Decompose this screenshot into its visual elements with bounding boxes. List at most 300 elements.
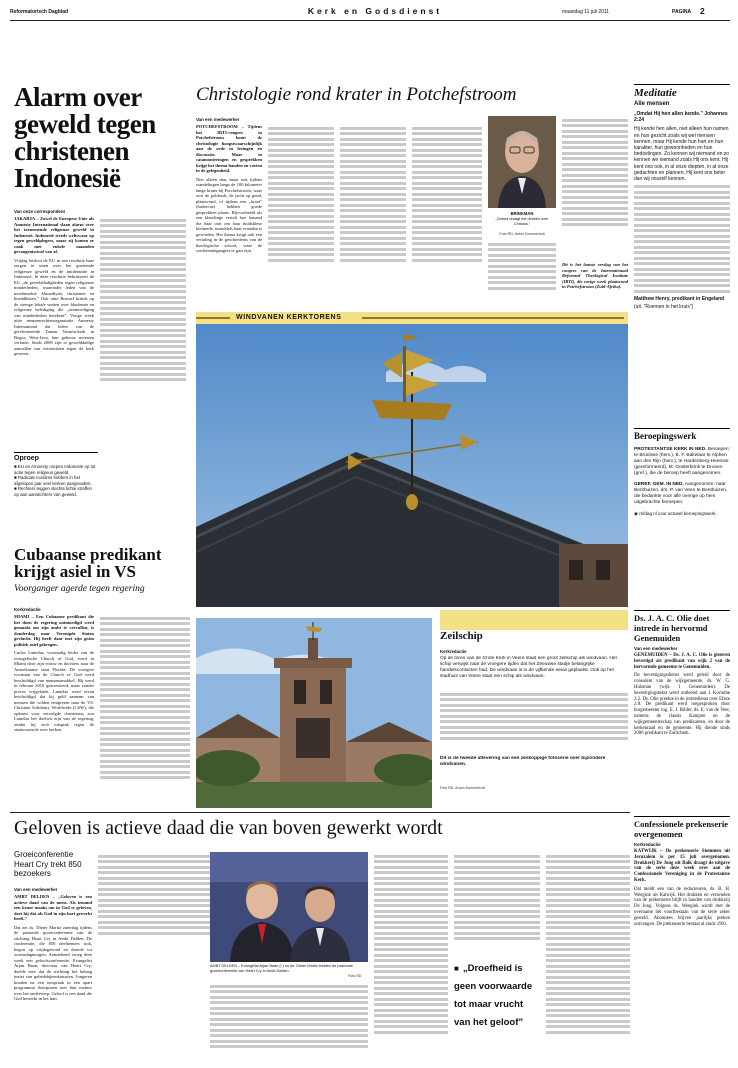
text-line	[412, 132, 482, 135]
text-line	[412, 187, 482, 190]
text-line	[268, 226, 334, 229]
text-line	[546, 1014, 630, 1017]
text-line	[268, 160, 334, 163]
text-line	[100, 241, 186, 244]
text-line	[268, 237, 334, 240]
cubaanse-subhead: Voorganger agerde tegen regering	[14, 584, 145, 594]
text-line	[454, 871, 540, 874]
christologie-col5	[488, 240, 556, 304]
text-line	[100, 683, 190, 686]
portrait-image	[488, 116, 556, 208]
text-line	[268, 248, 334, 251]
text-line	[634, 284, 730, 287]
cubaanse-body: Carlos Lamelas, voormalig leider van de evangelische Church of God, werd in Miami door zijn vrouw en dochters naar de Amerikaanse staat Florida. De vroegere voorman van de Church of God werd beschuldigd van mensensmokkel. Hij werd in februari 2010 gearresteerd, maar zonder proces vrijgelaten. Lamelas werd ervan beschuldigd dat hij geld aannam van mensen die wilden emigreren naar de VS. Christian Solidarity Worldwide (CSW), die opkomt voor vervolgde christenen, zou Lamelas het doelwit zijn van de regering, omdat hij zich uitsprak tegen de staatscontrole over kerken.	[14, 650, 94, 732]
text-line	[546, 871, 630, 874]
text-line	[546, 987, 630, 990]
text-line	[100, 246, 186, 249]
text-line	[454, 904, 540, 907]
bottom-section-rule	[10, 812, 630, 813]
text-line	[546, 954, 630, 957]
text-line	[100, 661, 190, 664]
text-line	[98, 904, 210, 907]
text-line	[210, 990, 368, 993]
text-line	[98, 877, 210, 880]
text-line	[268, 143, 334, 146]
cubaanse-lead: MIAMI – Een Cubaanse predikant die het doen de regering ontmoedigd werd gemaakt om zijn ambt te vervullen, is donderdag naar Verenigde Staten gevlucht. Hij heeft daar met zijn gezin politiek asiel gekregen.	[14, 614, 94, 647]
page-label: PAGINA	[672, 9, 692, 15]
text-line	[374, 1009, 448, 1012]
text-line	[100, 362, 186, 365]
beroepingswerk-panel	[634, 428, 730, 608]
text-line	[340, 253, 406, 256]
text-line	[374, 1014, 448, 1017]
text-line	[210, 985, 368, 988]
cubaanse-headline: Cubaanse predikant krijgt asiel in VS	[14, 546, 162, 580]
text-line	[100, 617, 190, 620]
text-line	[454, 915, 540, 918]
text-line	[374, 1031, 448, 1034]
text-line	[454, 932, 540, 935]
alarm-article-col2	[100, 216, 186, 436]
globe-icon: ◉	[634, 511, 640, 516]
church-image	[196, 618, 432, 808]
text-line	[546, 976, 630, 979]
text-line	[374, 915, 448, 918]
text-line	[268, 182, 334, 185]
beroepingswerk-title: Beroepingswerk	[634, 428, 730, 441]
text-line	[634, 273, 730, 276]
text-line	[100, 290, 186, 293]
geloven-col6	[546, 852, 630, 1060]
cubaanse-col1	[14, 614, 94, 802]
geloven-subtitle: Groeiconferentie Heart Cry trekt 850 bezoekers	[14, 850, 82, 878]
text-line	[210, 1040, 368, 1043]
text-line	[634, 229, 730, 232]
text-line	[340, 198, 406, 201]
bullet-icon: ■	[14, 486, 18, 492]
text-line	[100, 749, 190, 752]
geloven-headline: Geloven is actieve daad die van boven gewerkt wordt	[14, 817, 443, 839]
christologie-headline: Christologie rond krater in Potchefstroom	[196, 84, 517, 105]
text-line	[340, 127, 406, 130]
text-line	[210, 1034, 368, 1037]
text-line	[488, 270, 556, 273]
text-line	[488, 243, 556, 246]
geloven-body: Dat zei ds. Dieter Maritz zaterdag tijdens de pastorale groeiconferentie van de stichting Heart Cry in Ambt Delden. De conferentie, die 850 deelnemers trok, begon op vrijdagavond en duurde tot woensdagmorgen. Aanstekend vroeg deze week een geloofsconferentie. Evangelist Arjan Baan, directeur van Heart Cry, deelde mee dat de stichting het belang inziet van gebedsbijeenkomsten. Jongeren konden na een toespraak in een apart programma doorpraten met hun mentor over het onderwerp. Geloof is een daad die God bewerkt in het hart.	[14, 924, 92, 1001]
text-line	[412, 215, 482, 218]
text-line	[374, 987, 448, 990]
text-line	[268, 215, 334, 218]
text-line	[412, 127, 482, 130]
geloven-col4	[374, 852, 448, 1060]
text-line	[340, 231, 406, 234]
geloven-lead: AMBT DELDEN – „Geloven is een actieve daad van de mens. Als iemand een keuze maakt om in God te geloven, doet hij dat als God in zijn hart gewerkt heeft.”	[14, 894, 92, 921]
text-line	[562, 174, 628, 177]
christologie-col4	[412, 124, 482, 304]
geloven-col5	[454, 852, 540, 952]
text-line	[440, 698, 628, 701]
text-line	[412, 220, 482, 223]
text-line	[340, 220, 406, 223]
text-line	[546, 1025, 630, 1028]
beroep-group-text: Aangenomen: naar Benthuizen, drs. P. van Veen te Benthuizen, die bedankte voor alle overige op hem uitgebrachte beroepen.	[634, 482, 728, 505]
text-line	[634, 191, 730, 194]
text-line	[546, 899, 630, 902]
masthead-rule	[10, 20, 730, 21]
oproep-title: Oproep	[14, 452, 98, 462]
text-line	[440, 720, 628, 723]
quote-bullet-icon: ■	[454, 964, 459, 973]
beroep-group-name: PROTESTANTSE KERK IN NED.	[634, 447, 707, 452]
brinkman-photo	[488, 116, 556, 208]
text-line	[100, 633, 190, 636]
text-line	[100, 378, 186, 381]
zeilschip-byline: Kerkredactie	[440, 649, 467, 654]
text-line	[100, 771, 190, 774]
ship-vane-strip	[440, 610, 628, 630]
text-line	[340, 149, 406, 152]
olie-headline: Ds. J. A. C. Olie doet intrede in hervormd Genemuiden	[634, 610, 730, 643]
christologie-col3	[340, 124, 406, 304]
text-line	[340, 165, 406, 168]
text-line	[374, 860, 448, 863]
text-line	[546, 970, 630, 973]
ship-vane-photo	[440, 610, 628, 630]
text-line	[454, 910, 540, 913]
text-line	[100, 285, 186, 288]
text-line	[374, 992, 448, 995]
text-line	[374, 943, 448, 946]
text-line	[100, 765, 190, 768]
text-line	[100, 373, 186, 376]
paper-name: Reformatorisch Dagblad	[10, 9, 69, 15]
zeilschip-note: Dit is de tweede aflevering van een zeskoppige fotoserie over bijzondere windvanen.	[440, 756, 606, 767]
text-line	[440, 726, 628, 729]
text-line	[546, 937, 630, 940]
confessionele-article	[634, 816, 730, 1062]
text-line	[268, 253, 334, 256]
text-line	[412, 154, 482, 157]
text-line	[562, 212, 628, 215]
text-line	[98, 921, 210, 924]
text-line	[100, 296, 186, 299]
banner-stripe	[362, 317, 624, 319]
text-line	[268, 127, 334, 130]
text-line	[268, 193, 334, 196]
text-line	[210, 1045, 368, 1048]
text-line	[412, 176, 482, 179]
text-line	[374, 932, 448, 935]
text-line	[210, 1029, 368, 1032]
text-line	[100, 760, 190, 763]
cubaanse-col2	[100, 614, 190, 802]
text-line	[100, 268, 186, 271]
zeilschip-title: Zeilschip	[440, 630, 483, 642]
text-line	[100, 732, 190, 735]
section-title: Kerk en Godsdienst	[307, 6, 443, 16]
text-line	[562, 119, 628, 122]
text-line	[100, 721, 190, 724]
text-line	[634, 279, 730, 282]
text-line	[374, 1003, 448, 1006]
text-line	[546, 943, 630, 946]
text-line	[546, 910, 630, 913]
text-line	[412, 143, 482, 146]
text-line	[100, 694, 190, 697]
alarm-lead: JAKARTA – Zowel de Europese Unie als Amnesty International slaan alarm over het toenemende religieuze geweld in Indonesië. Indonesië treedt weliswaar op tegen geweldplegers, maar zij komen er vaak met enkele maanden gevangenisstraf van af.	[14, 216, 94, 254]
brinkman-name: BRINKMAN	[510, 211, 534, 216]
text-line	[340, 143, 406, 146]
text-line	[412, 259, 482, 262]
text-line	[98, 860, 210, 863]
windvanen-banner	[196, 312, 628, 324]
text-line	[100, 252, 186, 255]
cubaanse-byline: Kerkredactie	[14, 607, 41, 612]
text-line	[268, 242, 334, 245]
text-line	[634, 224, 730, 227]
text-line	[488, 287, 556, 290]
text-line	[374, 855, 448, 858]
meditatie-author: Matthew Henry, predikant in Engeland	[634, 295, 725, 302]
text-line	[412, 253, 482, 256]
text-line	[454, 937, 540, 940]
text-line	[634, 290, 730, 293]
text-line	[412, 231, 482, 234]
meditatie-subtitle: Alle mensen	[634, 101, 670, 107]
text-line	[412, 248, 482, 251]
text-line	[340, 209, 406, 212]
beroep-group-text: Beroepen: te Brunisse (herv.), B. F. Bakelaar te Alphen aan den Rijn (herv.); te Hardenberg-Heemse (gereformeerd), M. Oosterbrink te Drunen (gref.), die de beroep heeft aangenomen.	[634, 447, 730, 476]
text-line	[98, 910, 210, 913]
text-line	[454, 893, 540, 896]
bullet-icon: ■	[14, 464, 18, 469]
text-line	[412, 160, 482, 163]
text-line	[562, 190, 628, 193]
text-line	[100, 743, 190, 746]
meditatie-verse: „Omdat Hij hen allen kende.” Johannes 2:24	[634, 111, 728, 124]
brinkman-caption: „Gebed draagt het denken over Christus.”	[495, 217, 549, 226]
page-number: 2	[700, 6, 705, 16]
text-line	[100, 312, 186, 315]
text-line	[100, 307, 186, 310]
christologie-body: Niet alleen dan, maar ook tijdens wandelingen langs de 100 kilometer lange krater bij Potchefstroom, waar ooit de goldrush, de jacht op goud, plaatsvond, of tijdens een „braai” (barbecue) hebben goede gesprekken plaats. Bijvoorbeeld als een kleurlinge vertelt hoe lemand die haar ooit om haar huidskleur kleinerde, inmiddels haar vriendin is geworden. Het thema krijgt ook een vertaling in de geschiedenis van de theologische school, waar de conferentiegangers te gast zijn.	[196, 176, 262, 253]
text-line	[374, 970, 448, 973]
text-line	[100, 219, 186, 222]
text-line	[374, 888, 448, 891]
text-line	[374, 948, 448, 951]
text-line	[210, 1012, 368, 1015]
text-line	[374, 877, 448, 880]
christologie-byline: Van een medewerker	[196, 117, 240, 122]
text-line	[100, 230, 186, 233]
text-line	[546, 998, 630, 1001]
christologie-note: Dit is het laatste verslag van het congres van de Internationaal Reformed Theological Institute (IRTI), die vorige week plaatsvond in Potchefstroom (Zuid-Afrika).	[562, 262, 628, 289]
text-line	[268, 154, 334, 157]
heartcry-credit: Foto RD	[348, 974, 362, 978]
olie-lead: GENEMUIDEN – Ds. J. A. C. Olie is gisteren bevestigd als predikant van wijk 2 van de hervormde gemeente te Genemuiden.	[634, 653, 730, 670]
text-line	[100, 628, 190, 631]
alarm-byline: Van onze correspondent	[14, 209, 65, 214]
text-line	[412, 138, 482, 141]
masthead	[10, 6, 730, 18]
text-line	[562, 135, 628, 138]
text-line	[98, 926, 210, 929]
confessionele-byline: Kerkredactie	[634, 842, 661, 847]
text-line	[488, 276, 556, 279]
text-line	[268, 165, 334, 168]
text-line	[98, 866, 210, 869]
text-line	[100, 367, 186, 370]
text-line	[340, 187, 406, 190]
text-line	[340, 132, 406, 135]
text-line	[100, 235, 186, 238]
beroep-group-name: GEREF. GEM. IN NED.	[634, 482, 684, 487]
text-line	[488, 265, 556, 268]
text-line	[454, 921, 540, 924]
text-line	[340, 242, 406, 245]
text-line	[412, 171, 482, 174]
windvaan-image	[196, 312, 628, 607]
text-line	[100, 688, 190, 691]
text-line	[268, 187, 334, 190]
heartcry-photo	[210, 852, 368, 962]
text-line	[562, 168, 628, 171]
banner-stripe	[196, 317, 230, 319]
text-line	[210, 1001, 368, 1004]
oproep-box	[14, 452, 98, 528]
zeilschip-body: Op de toren van de Grote Kerk in Veere staat een groot zeilschip als windvaan. Het schip verwijst naar de vroegere tijden dat het Zeeuwse stadje belangrijke handelscontacten had. De windvaan is in de vijftiende eeuw geplaatst. Ook op het stadhuis van Veere staat een schip als windvaan.	[440, 656, 617, 679]
text-line	[100, 224, 186, 227]
christologie-col2	[268, 124, 334, 304]
text-line	[98, 888, 210, 891]
zeilschip-credit: Foto RD, Anton Dommerholt	[440, 786, 486, 790]
text-line	[374, 937, 448, 940]
text-line	[268, 198, 334, 201]
text-line	[374, 910, 448, 913]
text-line	[100, 318, 186, 321]
meditatie-panel	[634, 84, 730, 384]
text-line	[100, 334, 186, 337]
text-line	[100, 257, 186, 260]
text-line	[546, 932, 630, 935]
text-line	[412, 198, 482, 201]
text-line	[268, 176, 334, 179]
text-line	[100, 655, 190, 658]
text-line	[374, 998, 448, 1001]
text-line	[562, 152, 628, 155]
text-line	[100, 301, 186, 304]
text-line	[562, 196, 628, 199]
text-line	[340, 259, 406, 262]
text-line	[454, 860, 540, 863]
text-line	[374, 1025, 448, 1028]
text-line	[440, 693, 628, 696]
text-line	[412, 204, 482, 207]
text-line	[546, 893, 630, 896]
text-line	[634, 262, 730, 265]
text-line	[374, 954, 448, 957]
text-line	[562, 124, 628, 127]
text-line	[634, 251, 730, 254]
text-line	[562, 157, 628, 160]
text-line	[562, 130, 628, 133]
text-line	[562, 218, 628, 221]
text-line	[546, 882, 630, 885]
christologie-lead: POTCHEFSTROOM – Tijdens het IRTI-congres in Potchefstroom komt de christologie hoogstwaarschijnlijk aan de orde in lezingen en discussies. Maar in catamonteringen en gesprekken krijgt het thema handen en voeten in de gelegenheid.	[196, 124, 262, 173]
text-line	[546, 926, 630, 929]
alarm-body: Vrijdag besloot de EU in een resolutie haar zorgen te uiten over het groeiende religieuze geweld en de intolerantie in Indonesië. In deze resolutie bekritiseert de EU „de gewelddadigheden tegen religieuze minderheden, waaronder leden van de moslimsekte Ahmadiyah, christenen en boeddhisten.” Ook uitte Brussel kritiek op de strenge lokale wetten over blasfemie en religieuze belediging die „ontmoediging van minderheden betekent”. Vorige week uitte mensenrechtenorganisatie Amnesty International dat leden van de gereformeerde Taman Yasmin-kerk in Bogor, West-Java, hun gebouw moesten verlaten. Sinds 2008 zijn er gewelddadige aanvallen van extremisten tegen de kerk geweest.	[14, 257, 94, 356]
olie-body: De bevestigingsdienst werd geleid door de consulent van de wijkgemeente, ds. W. G. Hulsman (wijk 1 Genemuiden). De bevestigingstekst werd ontleend aan 1 Korinthe 2:2. Ds. Olie preekte in de intreedienst over Efeze 2:8. De predikant werd toegesproken door burgemeester ing. E. J. Bilder, ds. E. van de Veer, namens de classis Kampen en de wijkgemeenteschap van predikanten, en door de kerkenraad en de gemeente. Hij diende sinds 2006 predikant te Zuilichem.	[634, 673, 730, 737]
text-line	[634, 207, 730, 210]
text-line	[100, 677, 190, 680]
text-line	[440, 731, 628, 734]
text-line	[268, 132, 334, 135]
text-line	[98, 893, 210, 896]
text-line	[546, 959, 630, 962]
church-photo	[196, 618, 432, 808]
oproep-item: ■ Radicale moslims hebben in het afgelopen jaar veel kerken aangevallen.	[14, 475, 92, 486]
text-line	[634, 257, 730, 260]
text-line	[98, 915, 210, 918]
text-line	[374, 1020, 448, 1023]
text-line	[488, 248, 556, 251]
text-line	[98, 871, 210, 874]
text-line	[374, 866, 448, 869]
text-line	[454, 855, 540, 858]
text-line	[374, 926, 448, 929]
text-line	[100, 274, 186, 277]
text-line	[100, 738, 190, 741]
text-line	[210, 1018, 368, 1021]
bullet-icon: ■	[14, 475, 18, 481]
text-line	[634, 213, 730, 216]
text-line	[488, 281, 556, 284]
confessionele-body: Dat meldt een van de redacteuren, ds. B. H. Weegink uit Katwijk. Het drukken en verzenden van de prekenserie blijft in handen van drukkerij De Jong. Volgens ds. Weegink wordt met de overname het voortbestaan van de serie zeker gesteld. Abonnees blijven jaarlijks preken ontvangen. De prekenserie bestaat al sinds 1901.	[634, 886, 730, 927]
text-line	[562, 201, 628, 204]
text-line	[454, 926, 540, 929]
text-line	[546, 965, 630, 968]
text-line	[100, 672, 190, 675]
text-line	[374, 976, 448, 979]
text-line	[562, 141, 628, 144]
text-line	[562, 185, 628, 188]
text-line	[374, 893, 448, 896]
text-line	[546, 915, 630, 918]
text-line	[268, 171, 334, 174]
banner-title: WINDVANEN KERKTORENS	[236, 314, 342, 321]
text-line	[100, 279, 186, 282]
text-line	[100, 340, 186, 343]
text-line	[562, 146, 628, 149]
text-line	[268, 220, 334, 223]
text-line	[100, 776, 190, 779]
confessionele-headline: Confessionele prekenserie overgenomen	[634, 816, 730, 839]
text-line	[546, 877, 630, 880]
geloven-quote	[454, 958, 540, 1048]
geloven-byline: Van een medewerker	[14, 887, 58, 892]
text-line	[412, 226, 482, 229]
text-line	[340, 171, 406, 174]
text-line	[98, 855, 210, 858]
text-line	[340, 248, 406, 251]
geloven-col1	[14, 894, 92, 1060]
text-line	[546, 866, 630, 869]
text-line	[374, 871, 448, 874]
olie-article	[634, 610, 730, 810]
christologie-col1	[196, 124, 262, 304]
olie-byline: Van een medewerker	[634, 646, 678, 651]
text-line	[412, 182, 482, 185]
